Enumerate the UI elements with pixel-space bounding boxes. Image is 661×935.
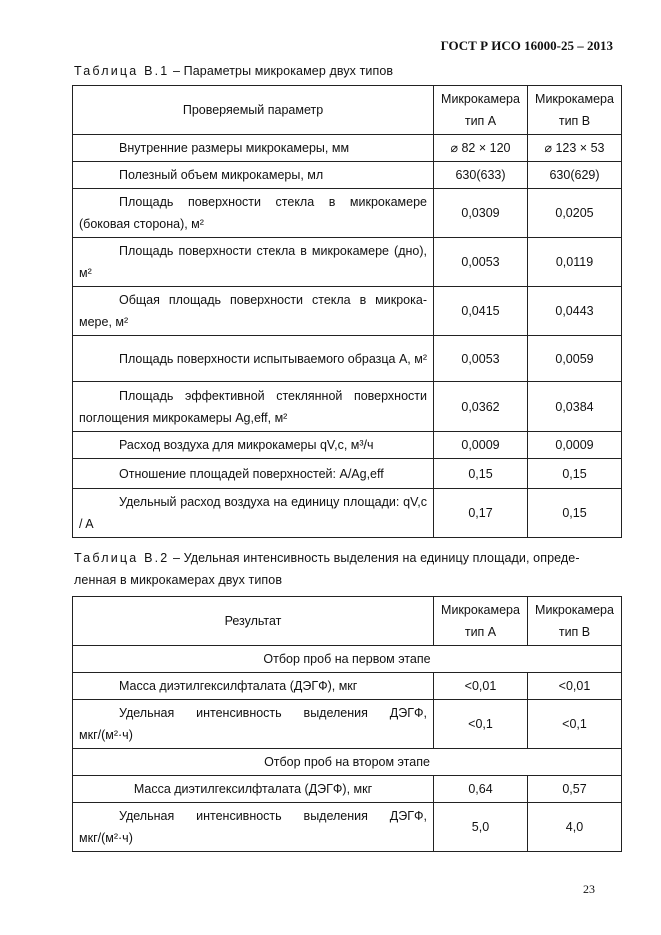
value-b-cell: 0,57 bbox=[528, 776, 622, 803]
param-cell: Внутренние размеры микрокамеры, мм bbox=[73, 135, 434, 162]
value-b-cell: <0,01 bbox=[528, 673, 622, 700]
table-row bbox=[73, 432, 622, 459]
param-cell: Удельная интенсивность выделения ДЭГФ, мкг/(м²·ч) bbox=[73, 803, 434, 852]
param-cell: Площадь поверхности стекла в микрокамере (дно), м² bbox=[73, 238, 434, 287]
value-a-cell: <0,01 bbox=[434, 673, 528, 700]
value-b-cell: 0,0119 bbox=[528, 238, 622, 287]
table1 bbox=[72, 85, 622, 538]
value-b-cell: 0,15 bbox=[528, 489, 622, 538]
param-cell: Масса диэтилгексилфталата (ДЭГФ), мкг bbox=[73, 673, 434, 700]
table-row bbox=[73, 489, 622, 538]
table-row bbox=[73, 776, 622, 803]
table2-label: Таблица В.2 bbox=[74, 551, 170, 565]
param-cell: Площадь эффективной стеклянной поверхности поглощения микрокамеры Ag,eff, м² bbox=[73, 382, 434, 432]
table-row bbox=[73, 382, 622, 432]
section-row bbox=[73, 646, 622, 673]
table1-col-a bbox=[434, 86, 528, 135]
table1-title: – Параметры микрокамер двух типов bbox=[169, 64, 394, 78]
param-cell: Полезный объем микрокамеры, мл bbox=[73, 162, 434, 189]
value-a-cell: 0,0362 bbox=[434, 382, 528, 432]
value-b-cell: 0,0384 bbox=[528, 382, 622, 432]
document-header: ГОСТ Р ИСО 16000-25 – 2013 bbox=[440, 38, 613, 53]
value-a-cell: 0,64 bbox=[434, 776, 528, 803]
table2-col-result: Результат bbox=[73, 597, 434, 646]
table2-col-a: Микрокамера тип А bbox=[434, 597, 528, 646]
section-first-stage: Отбор проб на первом этапе bbox=[73, 646, 622, 673]
table-row bbox=[73, 459, 622, 489]
value-b-cell: 0,0009 bbox=[528, 432, 622, 459]
table-row bbox=[73, 162, 622, 189]
param-cell: Удельный расход воздуха на единицу площади: qV,c / A bbox=[73, 489, 434, 538]
table-row bbox=[73, 135, 622, 162]
value-b-cell: 0,0443 bbox=[528, 287, 622, 336]
table-row bbox=[73, 189, 622, 238]
value-b-cell: 630(629) bbox=[528, 162, 622, 189]
value-a-cell: 5,0 bbox=[434, 803, 528, 852]
table-row bbox=[73, 673, 622, 700]
table1-caption bbox=[74, 60, 615, 82]
table2-caption bbox=[74, 547, 615, 591]
value-a-cell: ⌀ 82 × 120 bbox=[434, 135, 528, 162]
table2 bbox=[72, 596, 622, 852]
col-a-line1: Микрокамера bbox=[441, 92, 520, 106]
param-cell: Отношение площадей поверхностей: A/Ag,eff bbox=[73, 459, 434, 489]
value-a-cell: 0,0309 bbox=[434, 189, 528, 238]
param-cell: Масса диэтилгексилфталата (ДЭГФ), мкг bbox=[73, 776, 434, 803]
table1-header-row bbox=[73, 86, 622, 135]
value-b-cell: 4,0 bbox=[528, 803, 622, 852]
value-a-cell: 0,17 bbox=[434, 489, 528, 538]
section-second-stage: Отбор проб на втором этапе bbox=[73, 749, 622, 776]
value-b-cell: <0,1 bbox=[528, 700, 622, 749]
value-a-cell: 0,0009 bbox=[434, 432, 528, 459]
value-a-cell: <0,1 bbox=[434, 700, 528, 749]
value-a-cell: 0,0053 bbox=[434, 238, 528, 287]
value-a-cell: 0,0415 bbox=[434, 287, 528, 336]
param-cell: Расход воздуха для микрокамеры qV,c, м³/ч bbox=[73, 432, 434, 459]
value-b-cell: ⌀ 123 × 53 bbox=[528, 135, 622, 162]
value-a-cell: 0,0053 bbox=[434, 336, 528, 382]
table2-title-line1: – Удельная интенсивность выделения на единицу площади, опреде- bbox=[169, 551, 580, 565]
param-cell: Общая площадь поверхности стекла в микрока-мере, м² bbox=[73, 287, 434, 336]
table2-header-row bbox=[73, 597, 622, 646]
table-row bbox=[73, 700, 622, 749]
value-b-cell: 0,0059 bbox=[528, 336, 622, 382]
value-a-cell: 0,15 bbox=[434, 459, 528, 489]
col-b-line1: Микрокамера bbox=[535, 92, 614, 106]
table1-label: Таблица В.1 bbox=[74, 64, 170, 78]
table1-col-b bbox=[528, 86, 622, 135]
col-a-line2: тип А bbox=[464, 114, 497, 128]
col-b-line2: тип В bbox=[558, 114, 591, 128]
param-cell: Площадь поверхности стекла в микрокамере (боковая сторона), м² bbox=[73, 189, 434, 238]
page-number: 23 bbox=[583, 882, 595, 896]
value-a-cell: 630(633) bbox=[434, 162, 528, 189]
table-row bbox=[73, 287, 622, 336]
table-row bbox=[73, 238, 622, 287]
table-row bbox=[73, 336, 622, 382]
table2-col-b: Микрокамера тип В bbox=[528, 597, 622, 646]
param-cell: Площадь поверхности испытываемого образца A, м² bbox=[73, 336, 434, 382]
section-row bbox=[73, 749, 622, 776]
table1-col-param: Проверяемый параметр bbox=[73, 86, 434, 135]
value-b-cell: 0,15 bbox=[528, 459, 622, 489]
table2-title-line2: ленная в микрокамерах двух типов bbox=[74, 573, 283, 587]
value-b-cell: 0,0205 bbox=[528, 189, 622, 238]
param-cell: Удельная интенсивность выделения ДЭГФ, мкг/(м²·ч) bbox=[73, 700, 434, 749]
table-row bbox=[73, 803, 622, 852]
